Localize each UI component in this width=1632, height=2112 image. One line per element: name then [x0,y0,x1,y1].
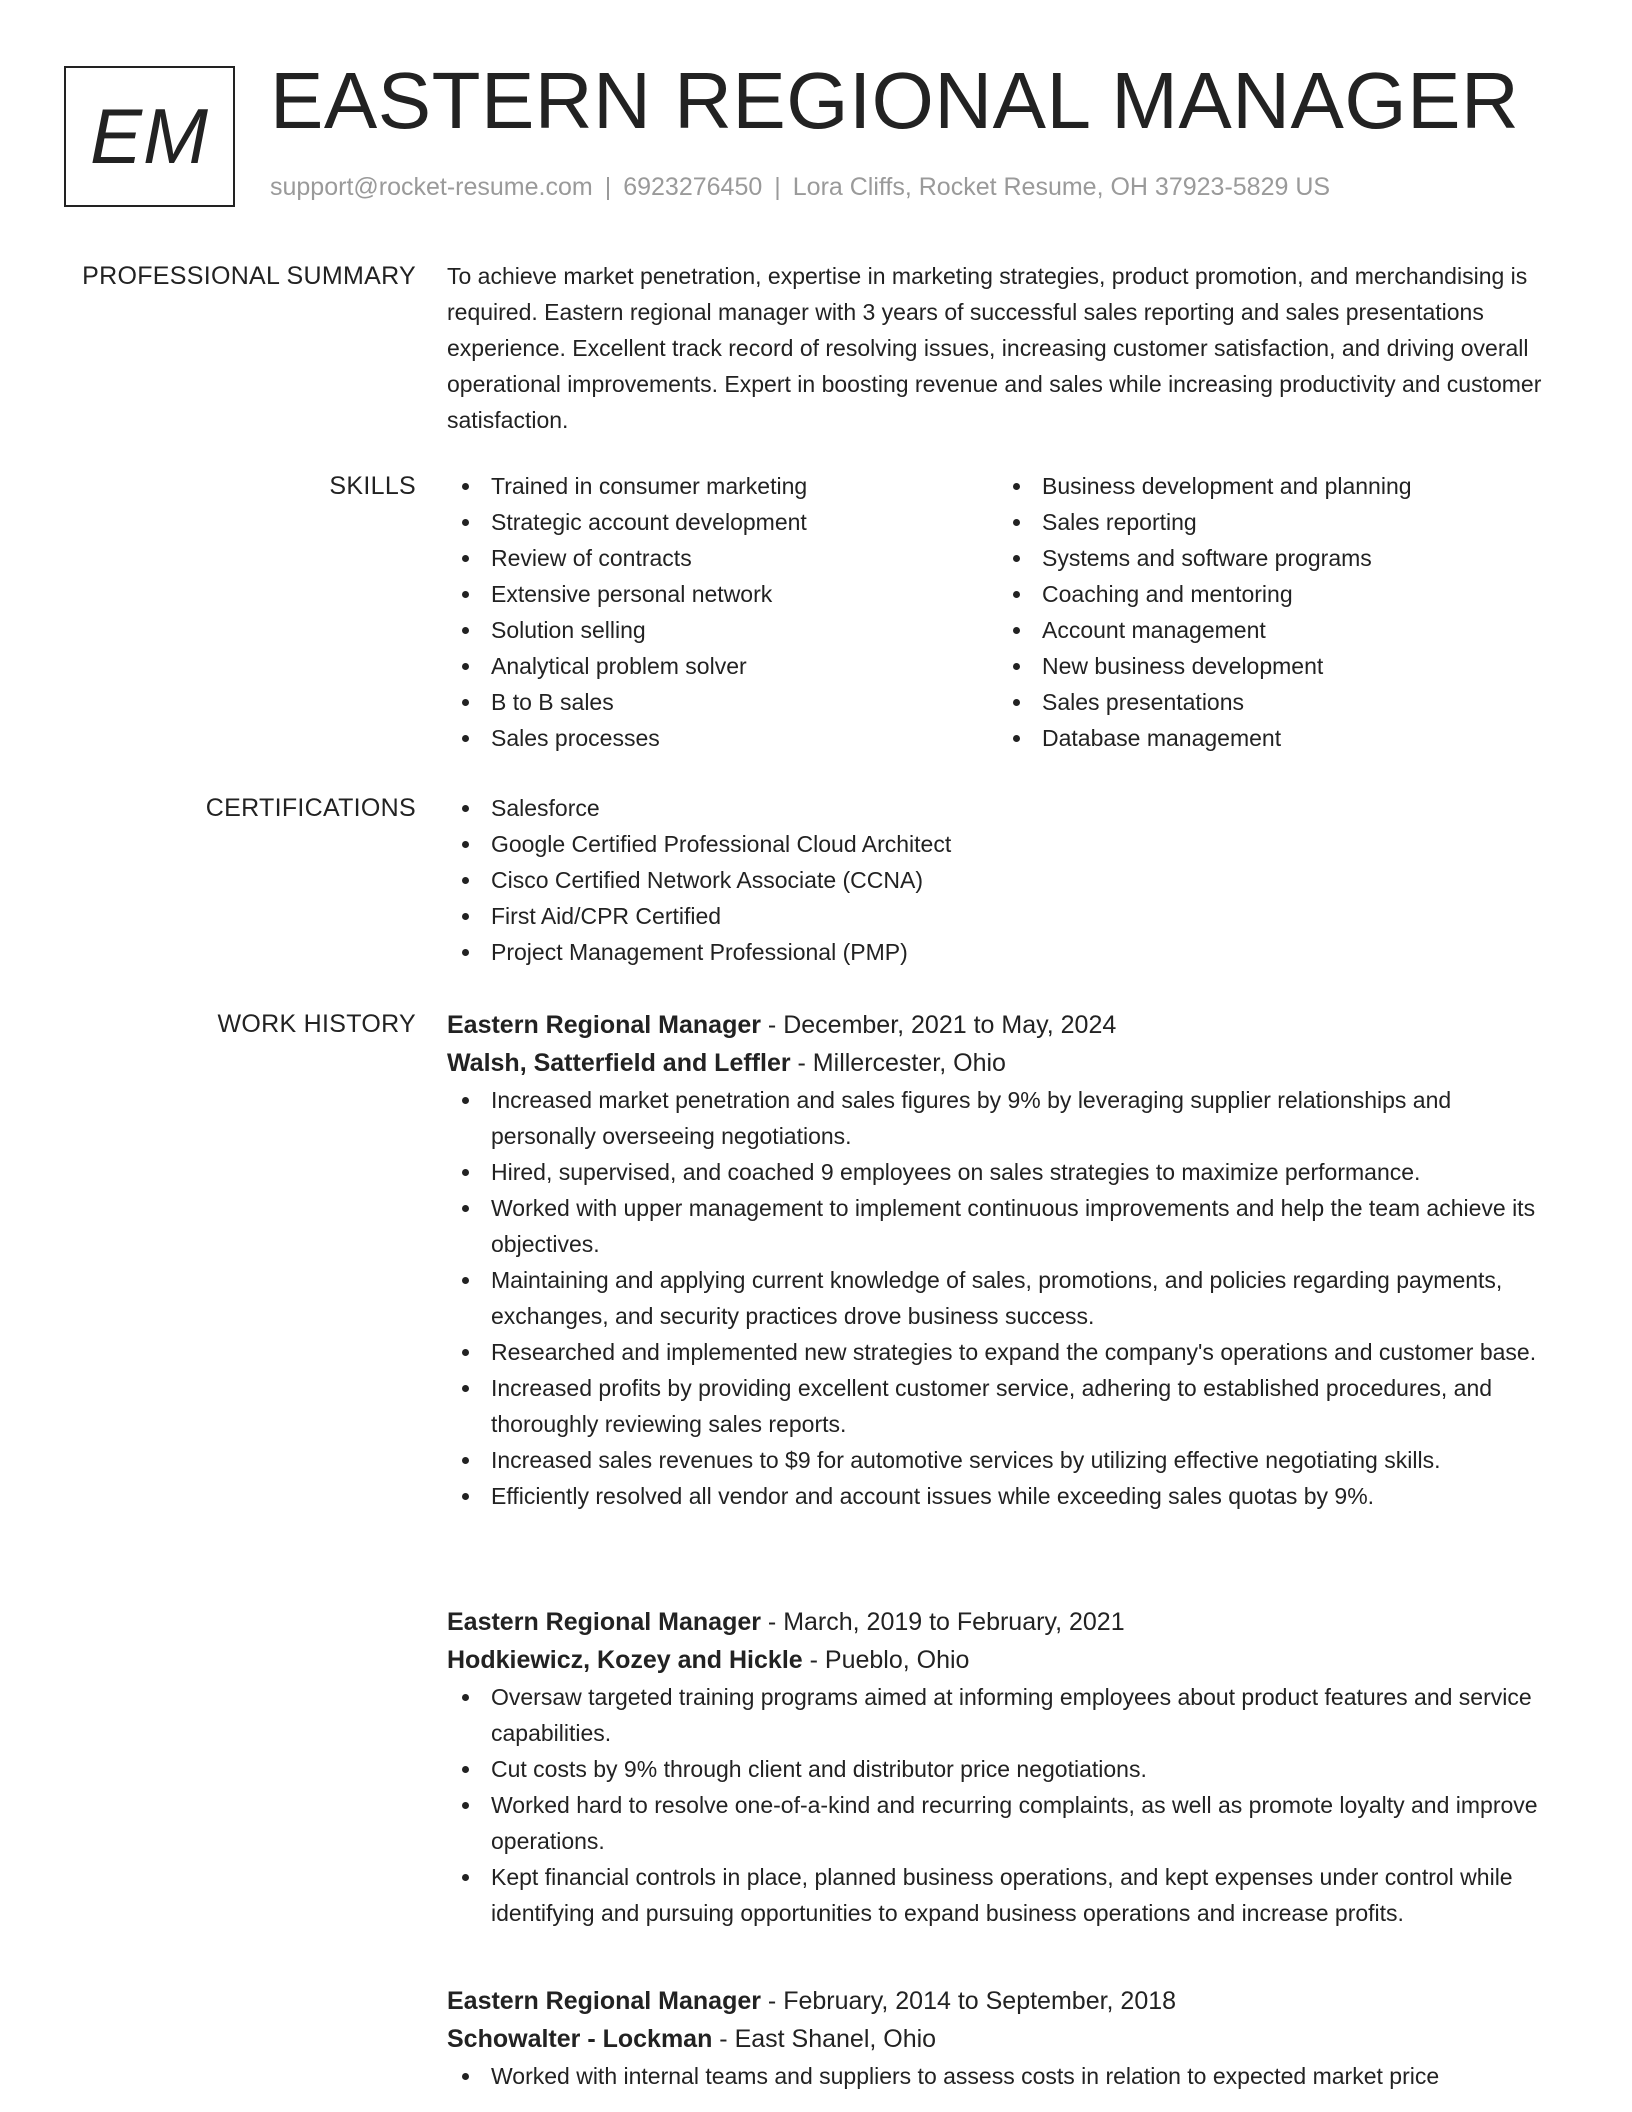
skill-item: Coaching and mentoring [998,576,1538,612]
job-bullet: Cut costs by 9% through client and distributor price negotiations. [447,1751,1557,1787]
job-company: Hodkiewicz, Kozey and Hickle [447,1646,803,1674]
job-title-line [447,1603,1557,1641]
job-location: - Millercester, Ohio [790,1049,1006,1077]
section-heading: WORK HISTORY [217,1010,416,1038]
job-bullet: Increased sales revenues to $9 for automotive services by utilizing effective negotiating skills. [447,1442,1557,1478]
job-bullet: Oversaw targeted training programs aimed at informing employees about product features and service capabilities. [447,1679,1557,1751]
skill-item: Analytical problem solver [447,648,987,684]
skill-item: Database management [998,720,1538,756]
skills-list-right [998,468,1538,756]
job-bullet-list [447,1082,1557,1514]
job-company: Schowalter - Lockman [447,2025,713,2053]
skill-item: Account management [998,612,1538,648]
section-heading: PROFESSIONAL SUMMARY [82,262,416,290]
certification-item: Cisco Certified Network Associate (CCNA) [447,862,1557,898]
job-company-line [447,1044,1557,1082]
certification-item: Salesforce [447,790,1557,826]
skill-item: Strategic account development [447,504,987,540]
skill-item: Review of contracts [447,540,987,576]
job-bullet: Efficiently resolved all vendor and account issues while exceeding sales quotas by 9%. [447,1478,1557,1514]
skill-item: Solution selling [447,612,987,648]
job-bullet-list [447,1679,1557,1931]
skill-item: Systems and software programs [998,540,1538,576]
section-heading: CERTIFICATIONS [205,794,416,822]
certification-item: First Aid/CPR Certified [447,898,1557,934]
skill-item: Business development and planning [998,468,1538,504]
skill-item: Trained in consumer marketing [447,468,987,504]
job-company-line [447,1641,1557,1679]
job-title: Eastern Regional Manager [447,1011,761,1039]
contact-phone: 6923276450 [623,173,763,201]
job-location: - Pueblo, Ohio [802,1646,970,1674]
job-title-line [447,1006,1557,1044]
job-company: Walsh, Satterfield and Leffler [447,1049,791,1077]
job-title: Eastern Regional Manager [447,1987,761,2015]
job-entry [447,1603,1557,1931]
job-bullet-list [447,2058,1557,2094]
contact-separator: | [774,173,781,201]
skill-item: New business development [998,648,1538,684]
certifications-body [447,790,1557,970]
contact-email: support@rocket-resume.com [270,173,593,201]
job-bullet: Kept financial controls in place, planned business operations, and kept expenses under control while identifying and pursuing opportunities to expand business operations and increase profits. [447,1859,1557,1931]
job-dates: - February, 2014 to September, 2018 [760,1987,1177,2015]
job-title-line [447,1982,1557,2020]
job-bullet: Increased market penetration and sales figures by 9% by leveraging supplier relationships and personally overseeing negotiations. [447,1082,1557,1154]
job-bullet: Increased profits by providing excellent customer service, adhering to established procedures, and thoroughly reviewing sales reports. [447,1370,1557,1442]
resume-title: EASTERN REGIONAL MANAGER [270,56,1520,145]
job-bullet: Worked hard to resolve one-of-a-kind and recurring complaints, as well as promote loyalty and improve operations. [447,1787,1557,1859]
job-dates: - December, 2021 to May, 2024 [760,1011,1117,1039]
skill-item: Sales reporting [998,504,1538,540]
job-entry [447,1982,1557,2094]
monogram-logo: EM [64,66,235,207]
contact-address: Lora Cliffs, Rocket Resume, OH 37923-5829 US [792,173,1331,201]
job-company-line [447,2020,1557,2058]
skill-item: B to B sales [447,684,987,720]
certification-item: Google Certified Professional Cloud Architect [447,826,1557,862]
skills-list-left [447,468,987,756]
job-location: - East Shanel, Ohio [712,2025,937,2053]
certification-item: Project Management Professional (PMP) [447,934,1557,970]
job-entry [447,1006,1557,1514]
job-dates: - March, 2019 to February, 2021 [760,1608,1125,1636]
summary-body [447,258,1557,438]
summary-text: To achieve market penetration, expertise in marketing strategies, product promotion, and merchandising is required. Eastern regional manager with 3 years of successful sales reporting and sales presentations experience. Excellent track record of resolving issues, increasing customer satisfaction, and driving overall operational improvements. Expert in boosting revenue and sales while increasing productivity and customer satisfaction. [447,263,1542,433]
section-heading: SKILLS [329,472,416,500]
job-bullet: Researched and implemented new strategies to expand the company's operations and customer base. [447,1334,1557,1370]
skill-item: Sales presentations [998,684,1538,720]
contact-line [270,173,1330,202]
job-bullet: Worked with upper management to implement continuous improvements and help the team achieve its objectives. [447,1190,1557,1262]
skill-item: Extensive personal network [447,576,987,612]
contact-separator: | [604,173,612,201]
job-bullet: Hired, supervised, and coached 9 employees on sales strategies to maximize performance. [447,1154,1557,1190]
certifications-list [447,790,1557,970]
job-title: Eastern Regional Manager [447,1608,761,1636]
skill-item: Sales processes [447,720,987,756]
job-bullet: Maintaining and applying current knowledge of sales, promotions, and policies regarding payments, exchanges, and security practices drove business success. [447,1262,1557,1334]
job-bullet: Worked with internal teams and suppliers to assess costs in relation to expected market price [447,2058,1557,2094]
